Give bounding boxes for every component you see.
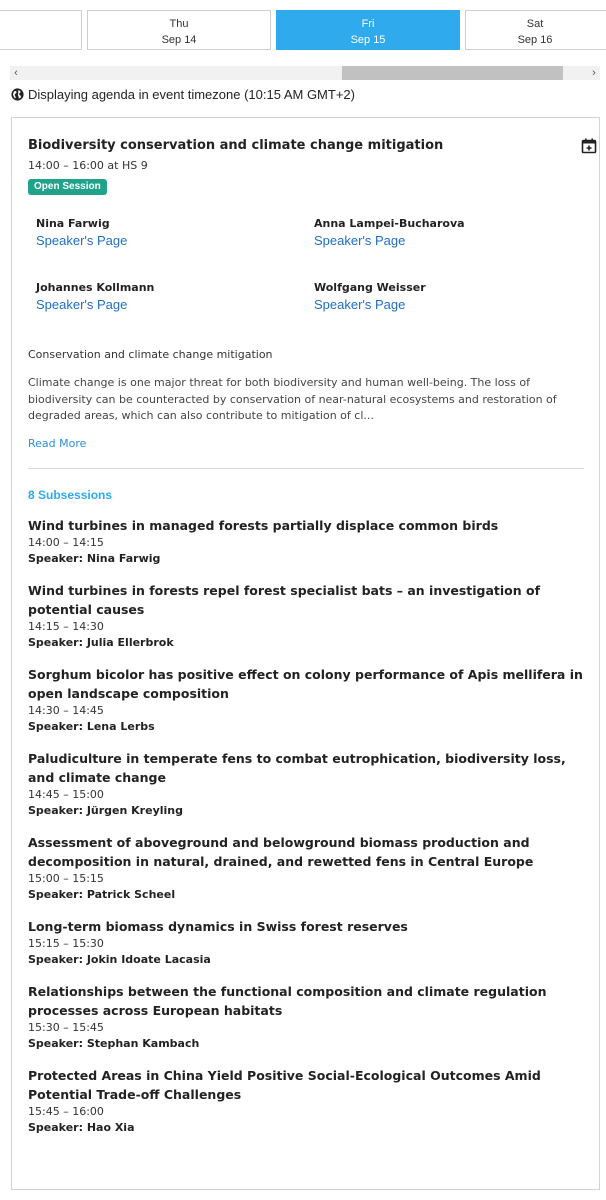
session-description: Climate change is one major threat for both biodiversity and human well-being. The loss of biodiversity can be counteracted by conservation of near-natural ecosystems and restoration of degraded areas, which can also contribute to mitigation of cl... (28, 376, 557, 422)
timezone-text: Displaying agenda in event timezone (10:15 AM GMT+2) (28, 87, 355, 102)
speaker-entry (314, 280, 574, 314)
subsession-list (28, 516, 584, 1150)
subsession-title[interactable]: Wind turbines in managed forests partially displace common birds (28, 518, 499, 533)
subsession-title[interactable]: Wind turbines in forests repel forest specialist bats – an investigation of potential causes (28, 583, 541, 617)
day-tab-previous[interactable] (0, 10, 82, 50)
speaker-entry (36, 216, 296, 250)
subsession-speaker: Speaker: Stephan Kambach (28, 1037, 200, 1050)
subsession-time: 14:30 – 14:45 (28, 704, 104, 717)
subsession-time: 15:15 – 15:30 (28, 937, 104, 950)
day-tab-date: Sep 16 (517, 34, 553, 46)
subsession-speaker: Speaker: Jürgen Kreyling (28, 804, 183, 817)
timezone-notice (11, 87, 355, 102)
subsession-time: 14:45 – 15:00 (28, 788, 104, 801)
subsession-time: 15:45 – 16:00 (28, 1105, 104, 1118)
subsession-item[interactable] (28, 516, 584, 567)
day-tab-thu[interactable] (87, 10, 271, 50)
speaker-name: Anna Lampei-Bucharova (314, 217, 465, 230)
day-tab-fri[interactable] (276, 10, 460, 50)
speaker-page-link[interactable]: Speaker's Page (36, 233, 128, 248)
day-tab-weekday: Fri (361, 18, 375, 30)
speaker-name: Wolfgang Weisser (314, 281, 426, 294)
scrollbar-thumb[interactable] (342, 66, 563, 80)
subsession-title[interactable]: Relationships between the functional composition and climate regulation processes across European habitats (28, 984, 547, 1018)
subsession-speaker: Speaker: Jokin Idoate Lacasia (28, 953, 211, 966)
session-card (11, 117, 600, 1190)
session-time-location: 14:00 – 16:00 at HS 9 (28, 159, 148, 172)
day-selector (0, 0, 606, 50)
subsession-time: 14:15 – 14:30 (28, 620, 104, 633)
subsession-item[interactable] (28, 581, 584, 651)
subsessions-heading: 8 Subsessions (28, 488, 113, 502)
subsession-title[interactable]: Protected Areas in China Yield Positive Social-Ecological Outcomes Amid Potential Trade-off Challenges (28, 1068, 541, 1102)
day-tab-date: Sep 14 (161, 34, 197, 46)
session-type-badge: Open Session (28, 179, 107, 195)
subsession-title[interactable]: Sorghum bicolor has positive effect on colony performance of Apis mellifera in open landscape composition (28, 667, 583, 701)
divider (28, 468, 584, 469)
subsession-item[interactable] (28, 982, 584, 1052)
day-tab-date: Sep 15 (350, 34, 386, 46)
subsession-time: 14:00 – 14:15 (28, 536, 104, 549)
day-tab-weekday: Sat (526, 18, 544, 30)
subsession-speaker: Speaker: Nina Farwig (28, 552, 161, 565)
subsession-time: 15:00 – 15:15 (28, 872, 104, 885)
subsession-title[interactable]: Assessment of aboveground and belowground biomass production and decomposition in natural, drained, and rewetted fens in Central Europe (28, 835, 534, 869)
day-tab-weekday: Thu (169, 18, 189, 30)
subsession-speaker: Speaker: Hao Xia (28, 1121, 135, 1134)
subsession-item[interactable] (28, 665, 584, 735)
subsession-item[interactable] (28, 1066, 584, 1136)
speaker-name: Nina Farwig (36, 217, 110, 230)
speaker-name: Johannes Kollmann (36, 281, 155, 294)
scroll-left-icon[interactable]: ‹ (14, 67, 18, 79)
speaker-page-link[interactable]: Speaker's Page (36, 297, 128, 312)
subsession-item[interactable] (28, 833, 584, 903)
speaker-page-link[interactable]: Speaker's Page (314, 297, 406, 312)
subsession-time: 15:30 – 15:45 (28, 1021, 104, 1034)
horizontal-scrollbar[interactable] (10, 66, 600, 80)
subsession-item[interactable] (28, 749, 584, 819)
scroll-right-icon[interactable]: › (592, 67, 596, 79)
subsession-speaker: Speaker: Julia Ellerbrok (28, 636, 174, 649)
globe-icon (11, 88, 24, 101)
subsession-speaker: Speaker: Patrick Scheel (28, 888, 176, 901)
session-subtitle: Conservation and climate change mitigation (28, 348, 273, 361)
read-more-link[interactable]: Read More (28, 437, 87, 450)
subsession-title[interactable]: Paludiculture in temperate fens to combat eutrophication, biodiversity loss, and climate change (28, 751, 566, 785)
session-title[interactable]: Biodiversity conservation and climate change mitigation (28, 138, 444, 153)
speaker-page-link[interactable]: Speaker's Page (314, 233, 406, 248)
add-to-calendar-icon[interactable] (581, 138, 597, 154)
speaker-entry (36, 280, 296, 314)
day-tab-sat[interactable] (465, 10, 606, 50)
speaker-entry (314, 216, 574, 250)
subsession-item[interactable] (28, 917, 584, 968)
subsession-title[interactable]: Long-term biomass dynamics in Swiss forest reserves (28, 919, 408, 934)
subsession-speaker: Speaker: Lena Lerbs (28, 720, 155, 733)
